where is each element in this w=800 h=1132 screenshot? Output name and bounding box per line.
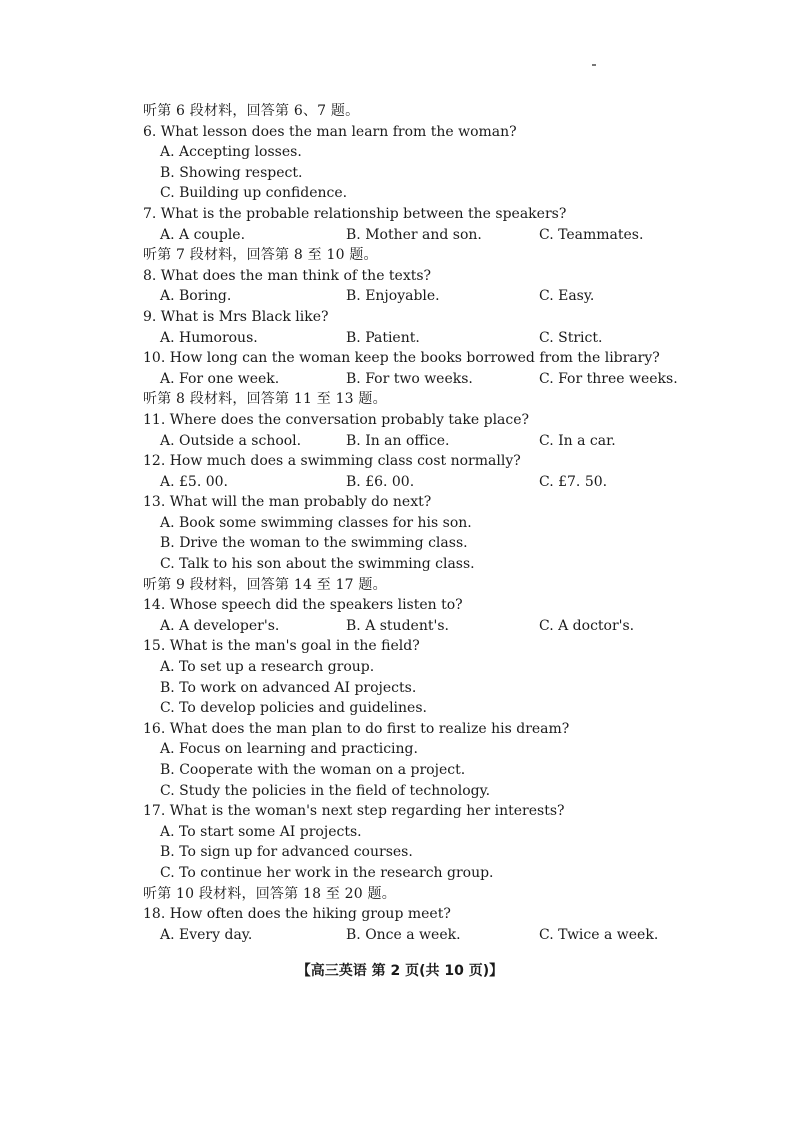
answer-option-c: C. Twice a week. <box>539 926 659 943</box>
answer-option-c: C. A doctor's. <box>539 617 635 634</box>
answer-option-c: C. In a car. <box>539 432 616 449</box>
question-stem: 7. What is the probable relationship between the speakers? <box>143 205 567 222</box>
answer-option-c: C. Easy. <box>539 288 595 305</box>
answer-option-c: C. Teammates. <box>539 226 644 243</box>
section-header: 听第 10 段材料，回答第 18 至 20 题。 <box>143 885 396 902</box>
answer-option-row <box>143 472 703 493</box>
page-footer: 【高三英语 第 2 页(共 10 页)】 <box>296 963 504 979</box>
answer-option: B. To sign up for advanced courses. <box>160 844 413 861</box>
answer-option-b: B. Once a week. <box>346 926 461 943</box>
answer-option: C. To develop policies and guidelines. <box>160 700 427 717</box>
question-stem: 6. What lesson does the man learn from the woman? <box>143 123 517 140</box>
answer-option: C. To continue her work in the research group. <box>160 864 494 881</box>
answer-option: B. Showing respect. <box>160 164 303 181</box>
answer-option-b: B. In an office. <box>346 432 450 449</box>
question-stem: 15. What is the man's goal in the field? <box>143 638 420 655</box>
answer-option: C. Building up confidence. <box>160 185 348 202</box>
answer-option-a: A. £5. 00. <box>160 473 228 490</box>
answer-option-row <box>143 286 703 307</box>
answer-option: A. Book some swimming classes for his son. <box>160 514 472 531</box>
answer-option-c: C. £7. 50. <box>539 473 608 490</box>
answer-option: B. Drive the woman to the swimming class. <box>160 535 468 552</box>
answer-option-b: B. Mother and son. <box>346 226 482 243</box>
question-stem: 11. Where does the conversation probably take place? <box>143 411 530 428</box>
section-header: 听第 7 段材料，回答第 8 至 10 题。 <box>143 247 378 264</box>
answer-option-b: B. For two weeks. <box>346 370 473 387</box>
answer-option-b: B. Enjoyable. <box>346 288 440 305</box>
question-stem: 9. What is Mrs Black like? <box>143 308 329 325</box>
answer-option-row <box>143 225 703 246</box>
answer-option-c: C. For three weeks. <box>539 370 678 387</box>
question-stem: 17. What is the woman's next step regarding her interests? <box>143 803 565 820</box>
answer-option-a: A. Humorous. <box>160 329 258 346</box>
answer-option-row <box>143 616 703 637</box>
answer-option-row <box>143 328 703 349</box>
answer-option-b: B. Patient. <box>346 329 420 346</box>
answer-option-a: A. Outside a school. <box>160 432 302 449</box>
answer-option: B. To work on advanced AI projects. <box>160 679 417 696</box>
answer-option: C. Talk to his son about the swimming class. <box>160 556 475 573</box>
question-stem: 16. What does the man plan to do first to realize his dream? <box>143 720 570 737</box>
section-header: 听第 9 段材料，回答第 14 至 17 题。 <box>143 576 387 593</box>
answer-option-a: A. A developer's. <box>160 617 280 634</box>
answer-option: A. To set up a research group. <box>160 659 375 676</box>
answer-option-a: A. Boring. <box>160 288 232 305</box>
section-header: 听第 6 段材料，回答第 6、7 题。 <box>143 103 360 119</box>
answer-option-c: C. Strict. <box>539 329 603 346</box>
answer-option-row <box>143 369 703 390</box>
question-stem: 10. How long can the woman keep the books borrowed from the library? <box>143 350 660 367</box>
answer-option-row <box>143 431 703 452</box>
question-stem: 12. How much does a swimming class cost normally? <box>143 453 521 470</box>
answer-option-b: B. £6. 00. <box>346 473 415 490</box>
question-list <box>143 101 703 945</box>
question-stem: 8. What does the man think of the texts? <box>143 267 432 284</box>
section-header: 听第 8 段材料，回答第 11 至 13 题。 <box>143 391 387 408</box>
question-stem: 14. Whose speech did the speakers listen to? <box>143 597 463 614</box>
answer-option-row <box>143 925 703 946</box>
question-stem: 13. What will the man probably do next? <box>143 494 432 511</box>
answer-option: A. To start some AI projects. <box>160 823 362 840</box>
answer-option-b: B. A student's. <box>346 617 449 634</box>
answer-option-a: A. A couple. <box>160 226 246 243</box>
answer-option: C. Study the policies in the field of technology. <box>160 782 491 799</box>
answer-option: A. Accepting losses. <box>160 144 302 161</box>
question-stem: 18. How often does the hiking group meet? <box>143 906 451 923</box>
scan-speck <box>592 64 596 66</box>
answer-option: B. Cooperate with the woman on a project. <box>160 762 466 778</box>
answer-option: A. Focus on learning and practicing. <box>160 741 418 758</box>
answer-option-a: A. Every day. <box>160 926 253 943</box>
answer-option-a: A. For one week. <box>160 370 280 387</box>
